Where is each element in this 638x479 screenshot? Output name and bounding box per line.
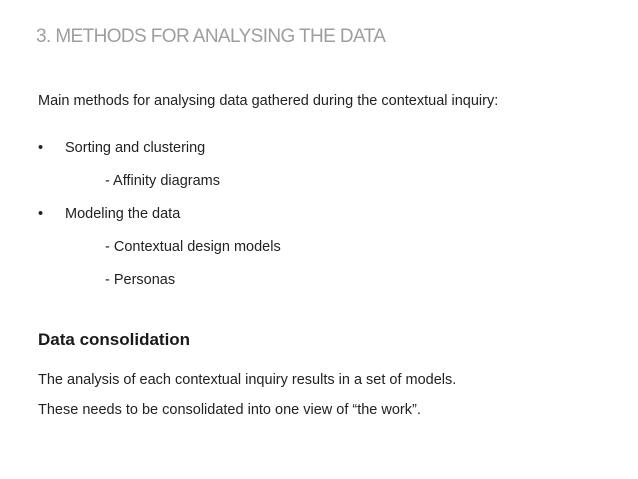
intro-text: Main methods for analysing data gathered during the contextual inquiry: [38,93,499,109]
sub-item-personas: - Personas [105,272,176,288]
sub-item-affinity: - Affinity diagrams [105,173,220,189]
sub-item-contextual-models: - Contextual design models [105,239,281,255]
slide-title: 3. METHODS FOR ANALYSING THE DATA [36,26,386,47]
bullet-label: Sorting and clustering [65,140,206,156]
bullet-item-sorting [38,140,205,156]
bullet-item-modeling [38,206,180,222]
paragraph-line-2: These needs to be consolidated into one view of “the work”. [38,402,421,418]
bullet-symbol: • [38,206,44,222]
bullet-label: Modeling the data [65,206,181,222]
bullet-symbol: • [38,140,44,156]
section-heading: Data consolidation [38,330,191,349]
paragraph-line-1: The analysis of each contextual inquiry results in a set of models. [38,372,457,388]
